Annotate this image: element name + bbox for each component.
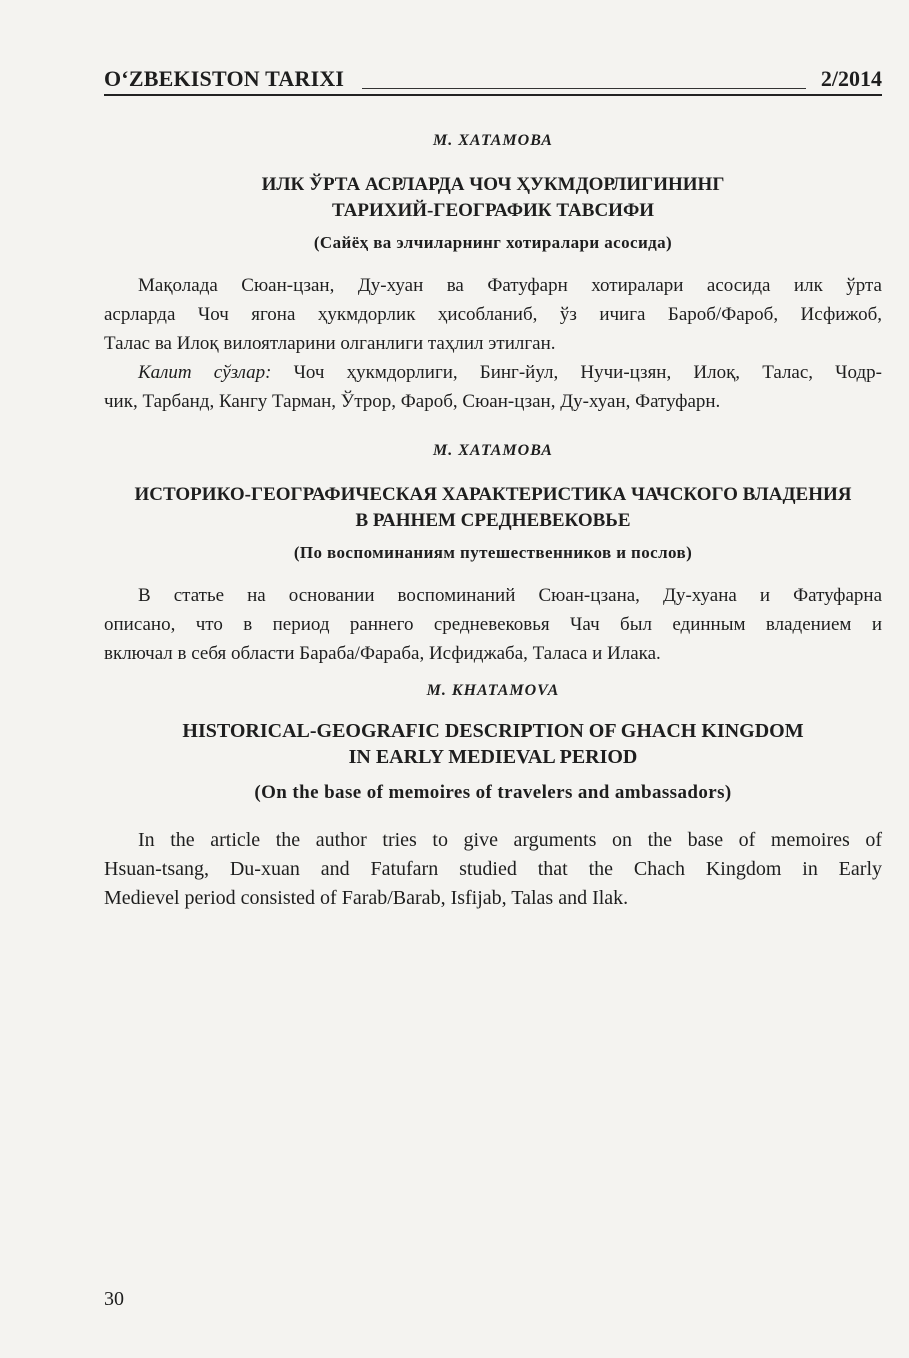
title-uz-line-2: ТАРИХИЙ-ГЕОГРАФИК ТАВСИФИ bbox=[331, 200, 655, 221]
keywords-uz-line-1 bbox=[104, 358, 882, 387]
abstract-ru-line-2: описано, что в период раннего средневековья Чач был единным владением и bbox=[104, 614, 882, 635]
russian-abstract-block bbox=[104, 442, 882, 668]
title-uz bbox=[104, 172, 882, 224]
abstract-en-line-3: Medievel period consisted of Farab/Barab, Isfijab, Talas and Ilak. bbox=[104, 887, 629, 909]
abstract-en bbox=[104, 826, 882, 913]
journal-title: O‘ZBEKISTON TARIXI bbox=[104, 66, 345, 91]
running-header bbox=[104, 62, 882, 102]
author-uz: М. ХАТАМОВА bbox=[433, 132, 553, 149]
abstract-ru-line-1: В статье на основании воспоминаний Сюан-цзана, Ду-хуана и Фатуфарна bbox=[138, 585, 882, 606]
abstract-ru-line-3: включал в себя области Бараба/Фараба, Исфиджаба, Таласа и Илака. bbox=[104, 643, 661, 664]
abstract-en-line-2: Hsuan-tsang, Du-xuan and Fatufarn studied that the Chach Kingdom in Early bbox=[104, 858, 882, 880]
abstract-uz-line-3: Талас ва Илоқ вилоятларини олганлиги таҳлил этилган. bbox=[104, 333, 556, 354]
page-number: 30 bbox=[104, 1288, 124, 1310]
title-uz-line-1: ИЛК ЎРТА АСРЛАРДА ЧОЧ ҲУКМДОРЛИГИНИНГ bbox=[261, 174, 725, 195]
title-en bbox=[104, 718, 882, 770]
title-ru bbox=[104, 482, 882, 534]
subtitle-en: (On the base of memoires of travelers and ambassadors) bbox=[254, 782, 732, 803]
header-rule bbox=[104, 94, 882, 96]
abstract-uz-line-2: асрларда Чоч ягона ҳукмдорлик ҳисобланиб, ўз ичига Бароб/Фароб, Исфижоб, bbox=[104, 304, 882, 325]
abstract-uz-line-1: Мақолада Сюан-цзан, Ду-хуан ва Фатуфарн хотиралари асосида илк ўрта bbox=[138, 275, 882, 296]
abstract-en-line-1: In the article the author tries to give arguments on the base of memoires of bbox=[138, 829, 882, 851]
title-en-line-2: IN EARLY MEDIEVAL PERIOD bbox=[348, 746, 638, 768]
abstract-ru bbox=[104, 581, 882, 668]
uzbek-abstract-block bbox=[104, 132, 882, 416]
english-abstract-block bbox=[104, 682, 882, 913]
author-en: M. KHATAMOVA bbox=[426, 682, 560, 699]
issue-number: 2/2014 bbox=[820, 66, 882, 91]
subtitle-ru: (По воспоминаниям путешественников и послов) bbox=[293, 543, 693, 562]
abstract-uz bbox=[104, 271, 882, 416]
title-ru-line-1: ИСТОРИКО-ГЕОГРАФИЧЕСКАЯ ХАРАКТЕРИСТИКА ЧАЧСКОГО ВЛАДЕНИЯ bbox=[134, 484, 852, 505]
keywords-uz-text-1: Чоч ҳукмдорлиги, Бинг-йул, Нучи-цзян, Илоқ, Талас, Чодр- bbox=[271, 362, 882, 383]
keywords-label: Калит сўзлар: bbox=[138, 362, 272, 383]
header-rule-fill bbox=[362, 88, 806, 89]
keywords-uz-line-2: чик, Тарбанд, Кангу Тарман, Ўтрор, Фароб, Сюан-цзан, Ду-хуан, Фатуфарн. bbox=[104, 391, 721, 412]
author-ru: М. ХАТАМОВА bbox=[433, 442, 553, 459]
subtitle-uz: (Сайёҳ ва элчиларнинг хотиралари асосида) bbox=[313, 233, 673, 252]
title-ru-line-2: В РАННЕМ СРЕДНЕВЕКОВЬЕ bbox=[355, 510, 631, 531]
title-en-line-1: HISTORICAL-GEOGRAFIC DESCRIPTION OF GHACH KINGDOM bbox=[182, 720, 804, 742]
